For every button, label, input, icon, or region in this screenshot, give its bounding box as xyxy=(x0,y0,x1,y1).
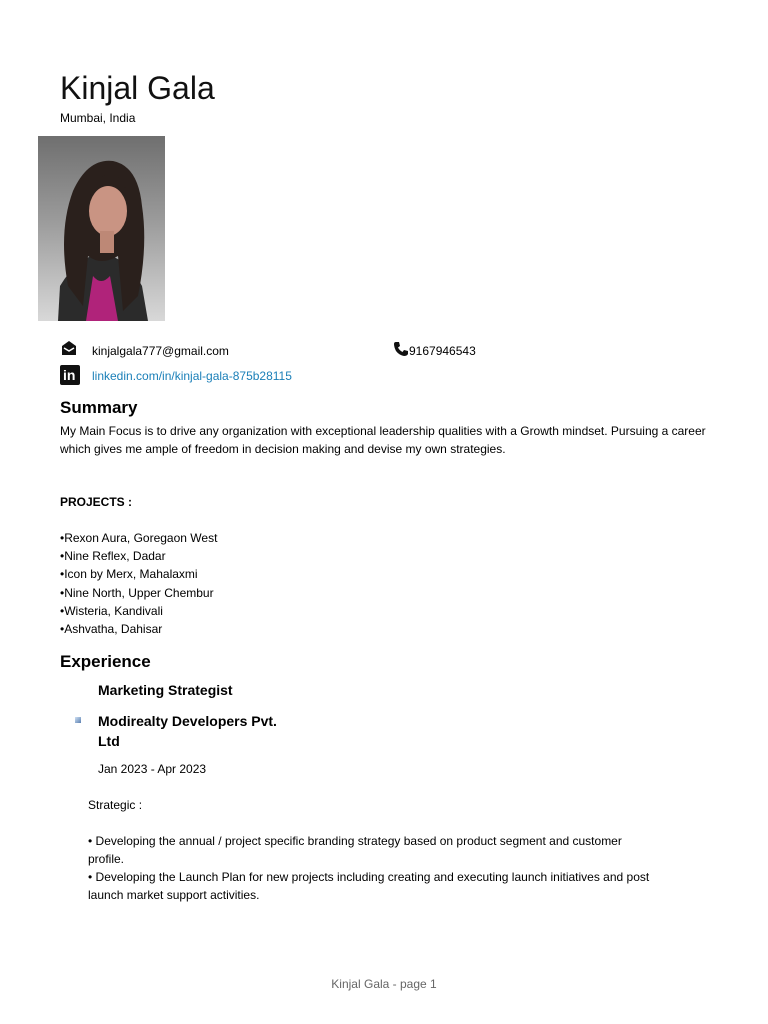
candidate-name: Kinjal Gala xyxy=(60,70,215,106)
profile-photo xyxy=(38,136,165,321)
page-footer: Kinjal Gala - page 1 xyxy=(331,977,437,991)
duty-item: • Developing the Launch Plan for new projects including creating and executing launch initiatives and post launch market support activities. xyxy=(88,870,650,902)
linkedin-link[interactable]: linkedin.com/in/kinjal-gala-875b28115 xyxy=(92,369,292,383)
project-item: •Rexon Aura, Goregaon West xyxy=(60,531,218,545)
project-item: •Nine Reflex, Dadar xyxy=(60,549,166,564)
projects-heading: PROJECTS : xyxy=(60,495,133,509)
summary-text: My Main Focus is to drive any organization with exceptional leadership qualities with a Growth mindset. Pursuing a career which gives me ample of freedom in decision making and devise my own strategies. xyxy=(60,424,706,456)
phone-number[interactable]: 9167946543 xyxy=(409,344,476,358)
duties-list xyxy=(88,832,658,904)
projects-list xyxy=(60,529,217,638)
project-item: •Ashvatha, Dahisar xyxy=(60,622,163,637)
project-item: •Nine North, Upper Chembur xyxy=(60,585,214,600)
duties-label: Strategic : xyxy=(88,798,143,812)
profile-photo-illustration xyxy=(38,136,165,321)
company-name: Modirealty Developers Pvt. Ltd xyxy=(98,713,277,749)
summary-heading: Summary xyxy=(60,398,138,417)
duty-item: • Developing the annual / project specific branding strategy based on product segment and customer profile. xyxy=(88,834,622,866)
employment-dates: Jan 2023 - Apr 2023 xyxy=(98,762,207,776)
experience-heading: Experience xyxy=(60,652,151,671)
project-item: •Icon by Merx, Mahalaxmi xyxy=(60,567,198,582)
envelope-icon xyxy=(60,339,78,357)
phone-icon xyxy=(393,341,409,357)
company-bullet-icon xyxy=(75,717,81,723)
job-title: Marketing Strategist xyxy=(98,682,233,698)
project-item: •Wisteria, Kandivali xyxy=(60,603,163,618)
email-address[interactable]: kinjalgala777@gmail.com xyxy=(92,344,229,358)
candidate-location: Mumbai, India xyxy=(60,111,136,125)
linkedin-icon: in xyxy=(60,365,80,385)
